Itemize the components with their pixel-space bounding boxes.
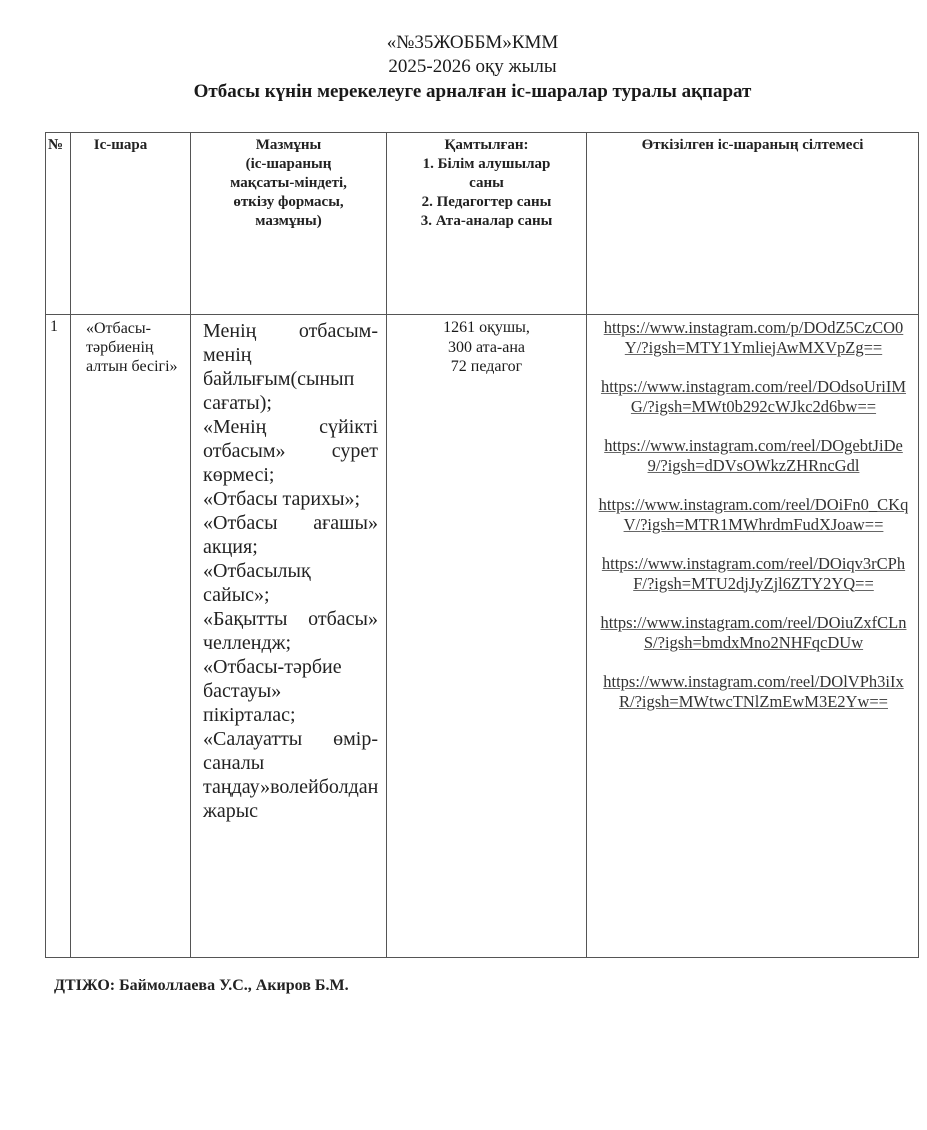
signature-line: ДТІЖО: Баймоллаева У.С., Акиров Б.М. [54,977,349,994]
students-count: 1261 оқушы, [443,319,530,336]
content-item: Менің отбасым-менің байлығым(сынып сағаты); [203,320,378,414]
row-number: 1 [46,315,71,958]
header-line: 3. Ата-аналар саны [420,213,553,229]
event-content [191,315,387,958]
event-links [587,315,919,958]
coverage-counts [387,315,587,958]
header-line: мазмұны) [255,213,322,229]
instagram-link[interactable]: https://www.instagram.com/reel/DOgebtJiDe9/?igsh=dDVsOWkzZHRncGdl [604,436,903,475]
content-item: «Отбасы тарихы»; [203,488,361,510]
document-title: Отбасы күнін мерекелеуге арналған іс-шаралар туралы ақпарат [193,81,752,102]
table-header-row [46,133,919,315]
event-name: «Отбасы-тәрбиенің алтын бесігі» [71,315,191,958]
teachers-count: 72 педагог [450,358,523,375]
header-line: Мазмұны [255,137,322,153]
academic-year: 2025-2026 оқу жылы [388,56,557,77]
parents-count: 300 ата-ана [447,338,526,356]
header-line: саны [469,175,504,191]
column-header-number: № [46,133,71,315]
instagram-link[interactable]: https://www.instagram.com/reel/DOdsoUriIMG/?igsh=MWt0b292cWJkc2d6bw== [600,377,907,416]
events-table [45,132,919,958]
table-row [46,315,919,958]
content-item: «Салауатты өмір-саналы таңдау»волейболдан жарыс [203,728,379,822]
column-header-event: Іс-шара [71,133,191,315]
content-item: «Отбасы ағашы» акция; [203,512,378,558]
content-item: «Отбасылық сайыс»; [203,560,311,606]
content-item: «Отбасы-тәрбие бастауы» пікірталас; [203,656,342,726]
column-header-content [191,133,387,315]
header-line: өткізу формасы, [233,194,344,210]
content-item: «Бақытты отбасы» челлендж; [203,608,378,654]
instagram-link[interactable]: https://www.instagram.com/reel/DOiuZxfCLnS/?igsh=bmdxMno2NHFqcDUw [600,613,907,652]
content-item: «Менің сүйікті отбасым» сурет көрмесі; [203,416,378,486]
instagram-link[interactable]: https://www.instagram.com/p/DOdZ5CzCO0Y/?igsh=MTY1YmliejAwMXVpZg== [603,318,904,357]
instagram-link[interactable]: https://www.instagram.com/reel/DOiFn0_CKqV/?igsh=MTR1MWhrdmFudXJoaw== [598,495,909,534]
instagram-link[interactable]: https://www.instagram.com/reel/DOlVPh3iIxR/?igsh=MWtwcTNlZmEwM3E2Yw== [603,672,904,711]
organization-name: «№35ЖОББМ»КММ [386,32,559,53]
header-line: Қамтылған: [444,137,529,153]
header-line: 2. Педагогтер саны [421,194,552,210]
header-line: 1. Білім алушылар [422,156,551,172]
instagram-link[interactable]: https://www.instagram.com/reel/DOiqv3rCPhF/?igsh=MTU2djJyZjl6ZTY2YQ== [601,554,906,593]
document-header [0,31,927,105]
column-header-coverage [387,133,587,315]
column-header-link: Өткізілген іс-шараның сілтемесі [587,133,919,315]
header-line: (іс-шараның [245,156,332,172]
header-line: мақсаты-міндеті, [230,175,347,191]
